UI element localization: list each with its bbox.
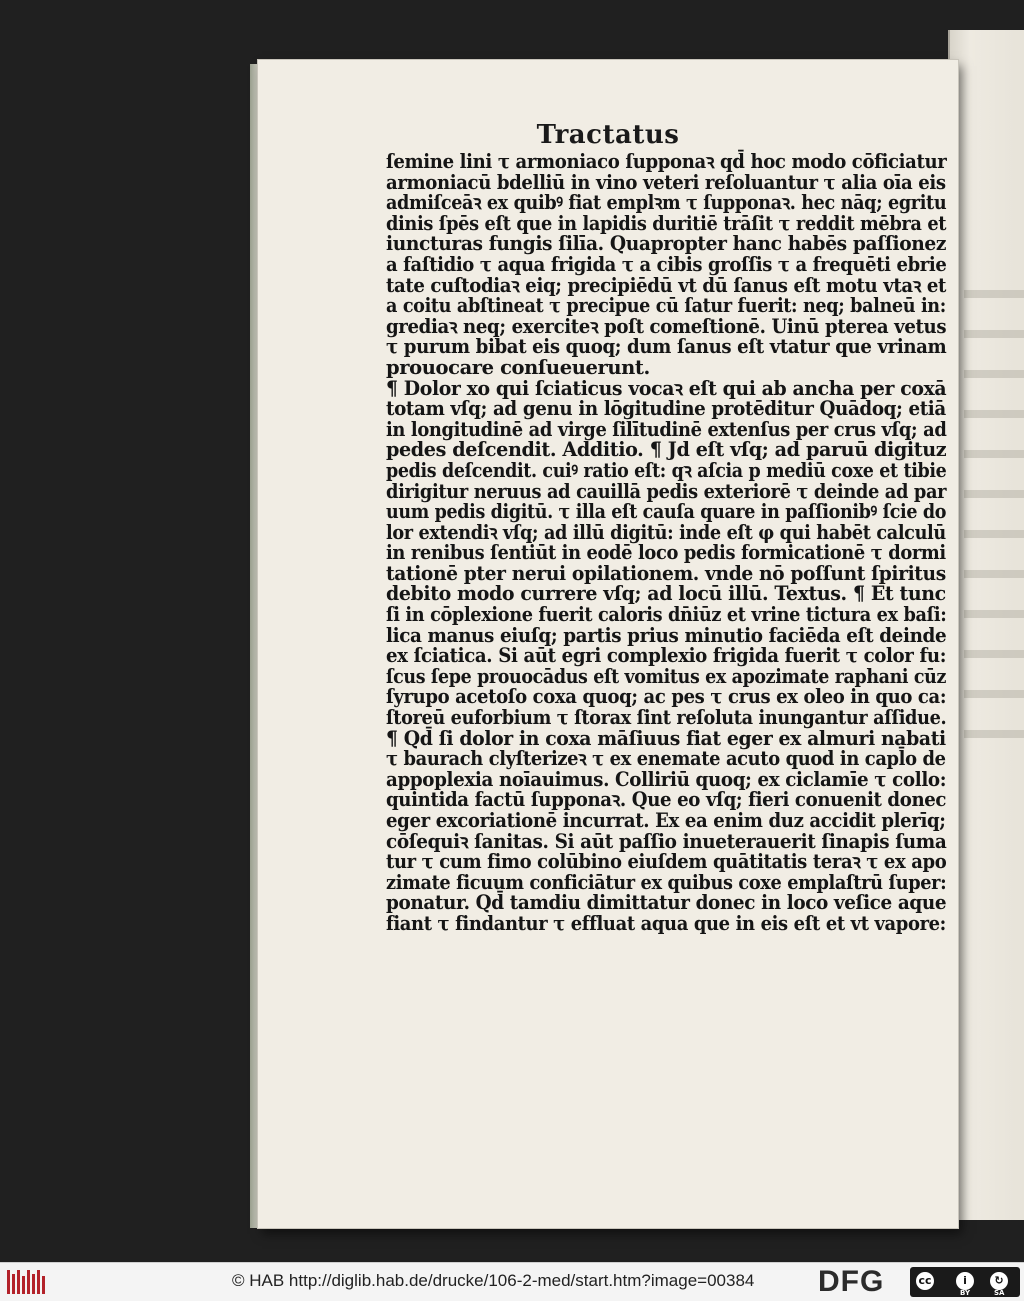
text-line: ¶ Dolor xo qui ſciaticus vocaꝛ eſt qui ab ancha per coxā [386, 376, 947, 400]
text-line: pedes deſcendit. Additio. ¶ Jd eſt vſq; ad paruū digituz [386, 438, 947, 462]
text-line: admiſceāꝛ ex quibꝰ fiat emplꝛm τ ſupponaꝛ. hec nāq; egritu [386, 191, 947, 215]
bleed-through-mark [964, 690, 1024, 698]
text-line: in renibus ſentiūt in eodē loco pedis formicationē τ dormi [386, 541, 946, 565]
book-page [258, 60, 958, 1228]
facing-page-edge [948, 30, 1024, 1220]
text-line: lor extendiꝛ vſq; ad illū digitū: inde eſt φ qui habēt calculū [386, 520, 946, 544]
text-line: tationē pter nerui opilationem. vnde nō poſſunt ſpiritus [386, 561, 946, 585]
bleed-through-mark [964, 290, 1024, 298]
text-line: prouocare conſueuerunt. [386, 355, 650, 379]
text-line: ex ſciatica. Si aūt egri complexio frigida fuerit τ color fu: [386, 644, 947, 668]
text-line: armoniacū bdelliū in vino veteri reſoluantur τ alia oīa eis [386, 170, 946, 194]
text-line: pedis deſcendit. cuiꝰ ratio eſt: qꝛ aſcia p mediū coxe et tibie [386, 458, 947, 482]
text-line: tate cuſtodiaꝛ eiq; precipiēdū vt dū ſanus eſt motu vtaꝛ et [386, 273, 946, 297]
text-line: quintida factū ſupponaꝛ. Que eo vſq; fieri conuenit donec [386, 788, 947, 812]
bleed-through-mark [964, 370, 1024, 378]
cc-license-badge[interactable] [910, 1267, 1020, 1297]
text-line: zimate ficuum conficiātur ex quibus coxe emplaſtrū ſuper: [386, 870, 947, 894]
text-line: a coitu abſtineat τ precipue cū ſatur fuerit: neq; balneū in: [386, 294, 946, 318]
running-head: Tractatus [536, 120, 680, 150]
text-line: dinis ſpēs eſt que in lapidis duritiē trāſit τ reddit mēbra et [386, 211, 947, 235]
text-line: appoplexia noīauimus. Colliriū quoq; ex ciclamīe τ collo: [386, 767, 947, 791]
text-line: debito modo currere vſq; ad locū illū. Textus. ¶ Et tunc [386, 582, 946, 606]
bleed-through-mark [964, 530, 1024, 538]
bleed-through-mark [964, 570, 1024, 578]
bleed-through-mark [964, 650, 1024, 658]
bleed-through-mark [964, 330, 1024, 338]
text-block [386, 152, 946, 935]
text-line: dirigitur neruus ad cauillā pedis exteriorē τ deinde ad par [386, 479, 947, 503]
sa-label: SA [994, 1289, 1005, 1297]
text-line: iuncturas fungis ſilīa. Quapropter hanc habēs paſſionez [386, 232, 947, 256]
text-line: τ baurach clyſterizeꝛ τ ex enemate acuto quod in capl̄o de [386, 747, 946, 771]
text-line: ſyrupo acetoſo coxa quoq; ac pes τ crus ex oleo in quo ca: [386, 685, 947, 709]
bleed-through-mark [964, 610, 1024, 618]
text-line: lica manus eiuſq; partis prius minutio faciēda eſt deinde [386, 623, 947, 647]
text-line: ſi in cōplexione fuerit caloris dn̄iūz et vrine tictura ex baſi: [386, 603, 947, 627]
text-line: ſtoreū euforbium τ ſtorax ſint reſoluta inungantur aſſidue. [386, 706, 947, 730]
copyright-link[interactable]: © HAB http://diglib.hab.de/drucke/106-2-med/start.htm?image=00384 [232, 1271, 755, 1290]
text-line: fiant τ findantur τ effluat aqua que in eis eſt et vt vapore: [386, 911, 946, 935]
text-line: ¶ Qd̄ ſi dolor in coxa māſiuus fiat eger ex almuri nabati [386, 726, 946, 750]
text-line: ponatur. Qd̄ tamdiu dimittatur donec in loco veſice aque [386, 891, 947, 915]
text-line: cōſequiꝛ ſanitas. Si aūt paſſio inueterauerit ſinapis ſuma [386, 829, 947, 853]
text-line: uum pedis digitū. τ illa eſt cauſa quare in paſſionibꝰ ſcie do [386, 500, 947, 524]
text-line: ſcus ſepe prouocādus eſt vomitus ex apozimate raphani cūz [386, 664, 947, 688]
bleed-through-mark [964, 450, 1024, 458]
share-alike-icon: ↻ [988, 1270, 1010, 1292]
hab-logo-icon[interactable] [6, 1268, 48, 1296]
bleed-through-mark [964, 410, 1024, 418]
text-line: ſemine lini τ armoniaco ſupponaꝛ qd̄ hoc modo cōficiatur [386, 150, 947, 173]
bleed-through-mark [964, 490, 1024, 498]
by-label: BY [960, 1289, 971, 1297]
bleed-through-mark [964, 730, 1024, 738]
attribution-icon: i [954, 1270, 976, 1292]
text-line: a faſtidio τ aqua frigida τ a cibis groſſis τ a frequēti ebrie [386, 252, 947, 276]
text-line: in longitudinē ad virge ſilītudinē extenſus per crus vſq; ad [386, 417, 947, 441]
viewer-footer [0, 1262, 1024, 1301]
text-line: grediaꝛ neq; exerciteꝛ poſt comeſtionē. Uinū pterea vetus [386, 314, 947, 338]
text-line: tur τ cum fimo colūbino eiuſdem quātitatis teraꝛ τ ex apo [386, 850, 947, 874]
text-line: totam vſq; ad genu in lōgitudine protēditur Quādoq; etiā [386, 397, 946, 421]
dfg-logo[interactable]: DFG [818, 1265, 885, 1298]
text-line: τ purum bibat eis quoq; dum ſanus eſt vtatur que vrinam [386, 335, 947, 359]
cc-icon: cc [914, 1270, 936, 1292]
text-line: eger excoriationē incurrat. Ex ea enim duz accidit plerīq; [386, 809, 946, 832]
